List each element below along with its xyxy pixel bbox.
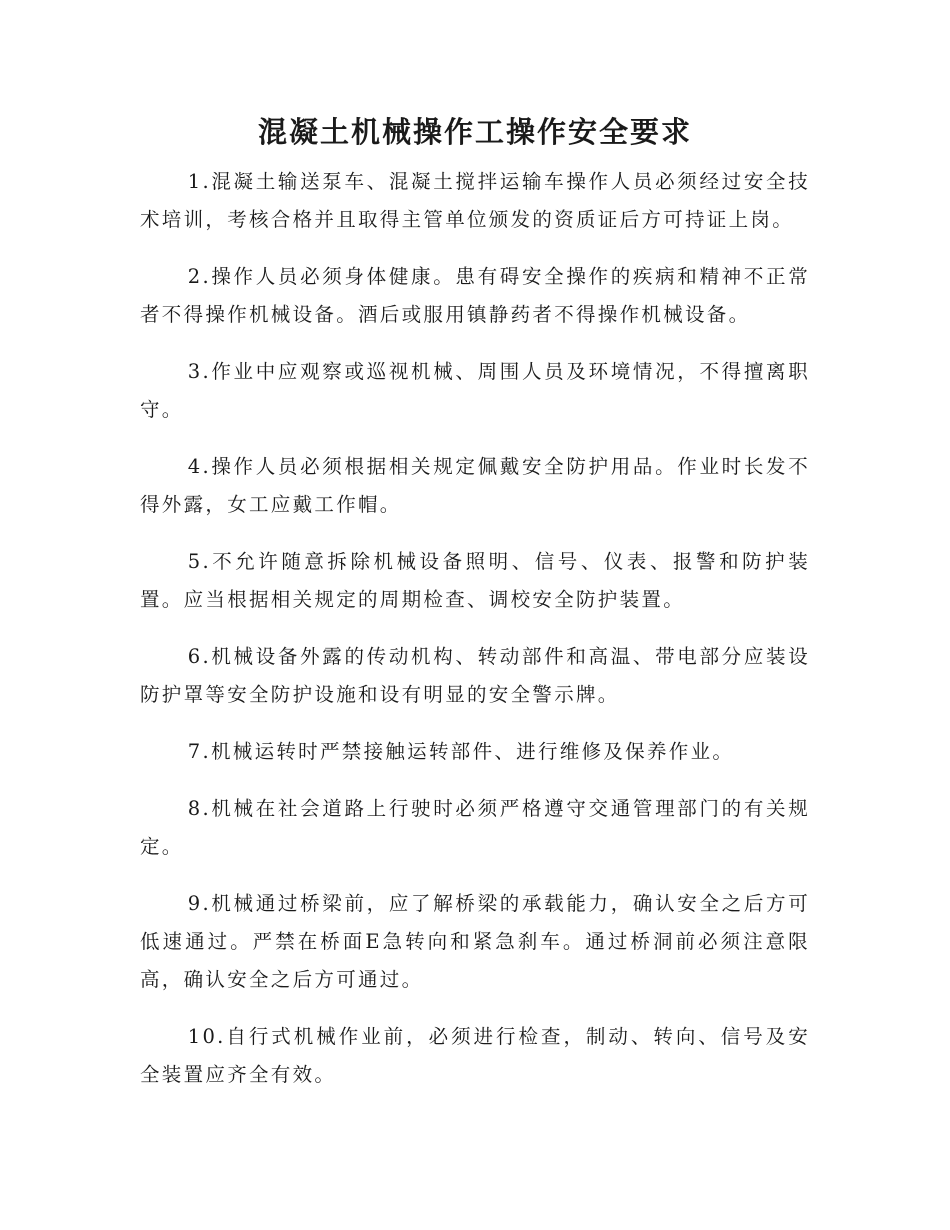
paragraph-4: 4.操作人员必须根据相关规定佩戴安全防护用品。作业时长发不得外露，女工应戴工作帽。	[140, 455, 810, 516]
document-title: 混凝土机械操作工操作安全要求	[257, 115, 692, 149]
paragraph-10: 10.自行式机械作业前，必须进行检查，制动、转向、信号及安全装置应齐全有效。	[140, 1025, 810, 1086]
document-body	[140, 163, 810, 1113]
paragraph-9: 9.机械通过桥梁前，应了解桥梁的承载能力，确认安全之后方可低速通过。严禁在桥面E急转向和紧急刹车。通过桥洞前必须注意限高，确认安全之后方可通过。	[140, 892, 810, 991]
paragraph-2: 2.操作人员必须身体健康。患有碍安全操作的疾病和精神不正常者不得操作机械设备。酒后或服用镇静药者不得操作机械设备。	[140, 265, 810, 326]
paragraph-7: 7.机械运转时严禁接触运转部件、进行维修及保养作业。	[187, 740, 735, 763]
paragraph-1: 1.混凝土输送泵车、混凝土搅拌运输车操作人员必须经过安全技术培训，考核合格并且取得主管单位颁发的资质证后方可持证上岗。	[140, 170, 810, 231]
paragraph-5: 5.不允许随意拆除机械设备照明、信号、仪表、报警和防护装置。应当根据相关规定的周期检查、调校安全防护装置。	[140, 550, 810, 611]
paragraph-3: 3.作业中应观察或巡视机械、周围人员及环境情况，不得擅离职守。	[140, 360, 810, 421]
paragraph-6: 6.机械设备外露的传动机构、转动部件和高温、带电部分应装设防护罩等安全防护设施和设有明显的安全警示牌。	[140, 645, 810, 706]
paragraph-8: 8.机械在社会道路上行驶时必须严格遵守交通管理部门的有关规定。	[140, 797, 810, 858]
